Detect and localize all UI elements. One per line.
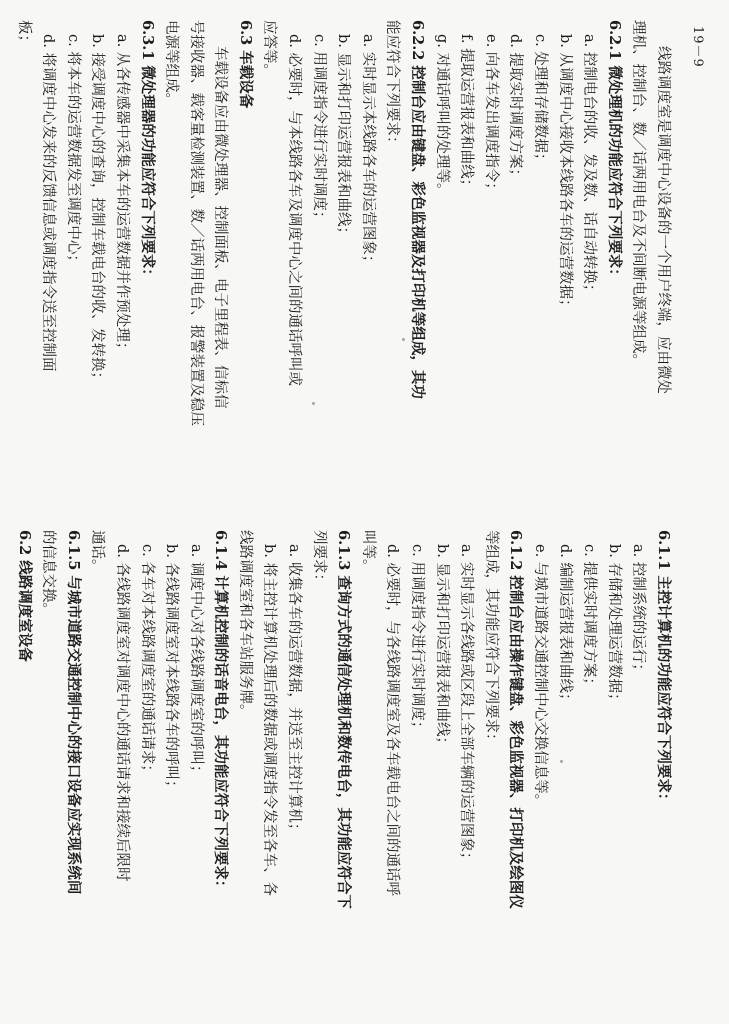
page-number: 19－9 [690,26,705,68]
text-line: f. 提取运营报表和曲线； [458,34,475,194]
text-line: d. 必要时，与本线路各车及调度中心之间的通话呼叫或 [286,34,303,386]
text-line: 的信息交换。 [40,530,57,617]
text-line: 电源等组成。 [163,20,180,107]
text-line: e. 与城市道路交通控制中心交换信息等。 [532,544,549,809]
text-line: a. 控制电台的收、发及数、话自动转换； [581,34,598,299]
text-line: 线路调度室和各车站服务牌。 [236,530,253,719]
text-line: a. 从各传感器中采集本车的运营数据并作预处理； [113,34,130,357]
text-line: d. 提取实时调度方案； [507,34,524,183]
text-line: 理机、控制台、数／话两用电台及不间断电源等组成。 [630,20,647,368]
text-line: 6.3.1 微处理器的功能应符合下列要求： [138,20,156,283]
text-line: 6.1.4 计算机控制的话音电台，其功能应符合下列要求： [212,530,230,895]
scan-speck [560,760,563,763]
text-line: 车载设备应由微处理器、控制面板、电子里程表、信标信 [212,46,229,409]
text-line: 6.3 车载设备 [236,20,254,109]
text-line: b. 显示和打印运营报表和曲线； [335,34,352,241]
text-line: d. 编制运营报表和曲线； [556,544,573,708]
text-line: 线路调度室是调度中心设备的一个用户终端，应由微处 [655,46,671,394]
text-line: c. 用调度指令进行实时调度； [310,34,327,226]
text-line: c. 处理和存储数据； [532,34,549,168]
left-text-column [11,530,675,1000]
text-line: 通话。 [89,530,106,574]
text-line: 号接收器、载客量检测装置、数／话两用电台、报警装置及稳压 [187,20,204,426]
text-line: 列要求： [310,530,327,588]
text-line: c. 将本车的运营数据发至调度中心； [64,34,81,269]
text-line: 6.1.1 主控计算机的功能应符合下列要求： [655,530,672,808]
text-line: b. 显示和打印运营报表和曲线； [433,544,450,751]
text-line: b. 将主控计算机处理后的数据或调度指令发至各车、各 [261,544,278,896]
text-line: a. 控制系统的运行； [630,544,647,678]
text-line: g. 对通话呼叫的处理等。 [433,34,450,198]
text-line: 6.1.5 与城市道路交通控制中心的接口设备应实现系统间 [64,530,82,895]
text-line: b. 存储和处理运营数据； [605,544,622,708]
text-line: 6.2.2 控制台应由键盘、彩色监视器及打印机等组成，其功 [409,20,427,399]
text-line: d. 将调度中心发来的反馈信息或调度指令送至控制面 [40,34,57,372]
text-line: 6.1.2 控制台应由操作键盘、彩色监视器、打印机及绘图仪 [507,530,525,909]
text-line: 等组成，其功能应符合下列要求： [482,530,499,748]
text-line: a. 收集各车的运营数据，并送至主控计算机； [286,544,303,838]
text-line: 6.1.3 查询方式的通信处理机和数传电台，其功能应符合下 [335,530,353,909]
text-line: c. 提供实时调度方案； [581,544,598,692]
text-line: a. 实时显示本线路各车的运营图象； [359,34,376,270]
scan-speck [402,338,405,341]
scan-speck [312,402,315,405]
text-line: d. 各线路调度室对调度中心的通话请求和接续后限时 [113,544,130,882]
text-line: e. 向各车发出调度指令； [482,34,499,197]
text-line: 能应符合下列要求： [384,20,401,151]
text-line: b. 从调度中心接收本线路各车的运营数据； [556,34,573,314]
text-line: b. 接受调度中心的查询，控制车载电台的收、发转换； [89,34,106,386]
text-line: a. 调度中心对各线路调度室的呼叫； [187,544,204,780]
text-line: 应答等。 [261,20,278,78]
text-line: 板； [15,20,32,49]
text-line: d. 必要时，与各线路调度室及各车载电台之间的通话呼 [384,544,401,896]
text-line: 6.2.1 微处理机的功能应符合下列要求： [605,20,623,283]
text-line: b. 各线路调度室对本线路各车的呼叫； [163,544,180,795]
text-line: 6.2 线路调度室设备 [15,530,33,662]
text-line: a. 实时显示各线路或区段上全部车辆的运营图象； [458,544,475,867]
text-line: 叫等。 [359,530,376,574]
text-line: c. 用调度指令进行实时调度； [409,544,426,736]
text-line: c. 各车对本线路调度室的通话请求； [138,544,155,779]
right-text-column [11,20,675,490]
